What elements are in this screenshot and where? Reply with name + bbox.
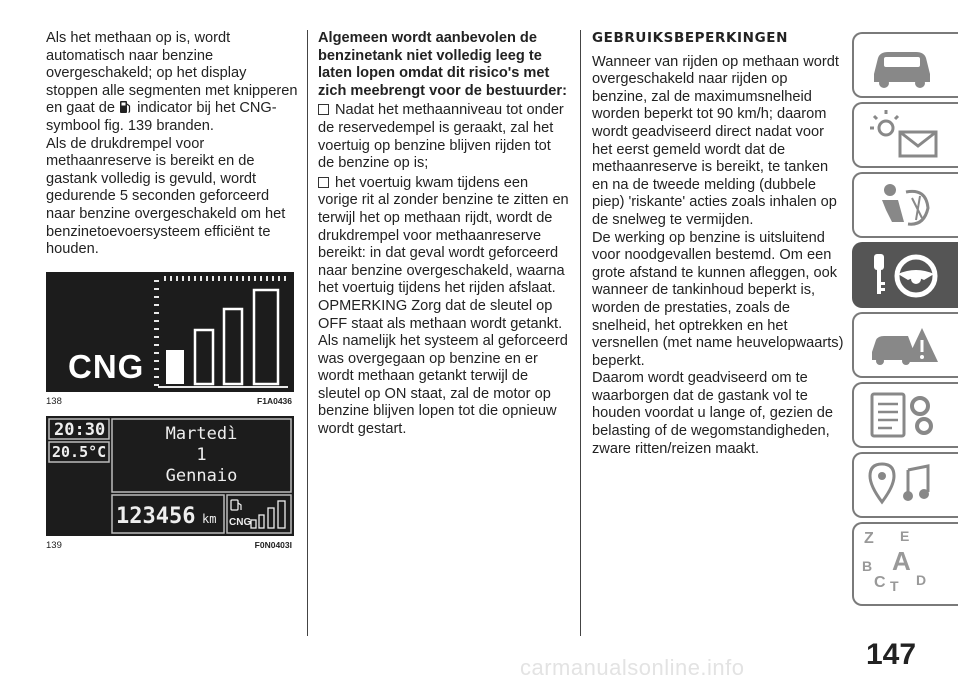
cng-small-label: CNG [229,517,252,528]
text-column-3 [592,30,844,458]
maintenance-list-icon [864,388,944,442]
figure-number: 139 [46,540,62,551]
paragraph-speed-limit: Wanneer van rijden op methaan wordt overgeschakeld naar rijden op benzine, zal de maximumsnelheid worden beperkt tot 90 km/h; daarom wordt geadviseerd direct nadat voor het eerst gemeld wordt dat de methaanreserve is bereikt, te tanken en na de tweede melding (dubbele piep) 'riskante' acties zoals inhalen op de snelweg te vermijden. [592,53,839,228]
tab-multimedia[interactable] [852,452,958,518]
index-letters-icon: Z E B A C T D [862,528,927,594]
bullet-item: Nadat het methaanniveau tot onder de reservedempel is geraakt, zal het voertuig op benzine blijven rijden tot de benzine op is; [318,102,564,172]
paragraph-methane-empty: Als het methaan op is, wordt automatisch naar benzine overgeschakeld; op het display stoppen alle segmenten met knipperen en gaat de indicator bij het CNG-symbool fig. 139 branden. [46,30,298,134]
bullet-square-icon [318,104,329,115]
text-column-1 [46,30,298,259]
paragraph-reserve-threshold: Als de drukdrempel voor methaanreserve is bereikt en de gastank volledig is gevuld, wordt gedurende 5 seconden geforceerd naar benzine overgeschakeld om het benzinetoevoersysteem efficiënt te houden. [46,135,286,258]
outside-temperature: 20.5°C [52,443,107,461]
figure-code: F0N0403I [254,540,292,550]
page-number: 147 [866,638,917,671]
cng-label: CNG [68,348,145,385]
section-heading: GEBRUIKSBEPERKINGEN [592,30,788,46]
figure-number: 138 [46,396,62,407]
car-icon [864,38,944,92]
tab-index[interactable] [852,522,958,606]
fuel-pump-icon [119,100,131,114]
airbag-seat-icon [864,178,944,232]
paragraph-full-tank-advice: Daarom wordt geadviseerd om te waarborgen dat de gastank vol te houden voordat u lange of, gezien de belasting of de wegomstandigheden, zware ritten/reizen maakt. [592,370,833,457]
tab-warning-lights[interactable] [852,102,958,168]
paragraph-emergency-use: De werking op benzine is uitsluitend voor noodgevallen bestemd. Om een grote afstand te kunnen afleggen, ook wanneer de tankinhoud beperkt is, worden de prestaties, zoals de snelheid, het optrekken en het versnellen (met name heuvelopwaarts) beperkt. [592,229,844,369]
text-column-2 [318,30,570,439]
key-steering-wheel-icon [864,248,944,302]
music-navigation-icon [864,458,944,512]
column-divider [580,30,581,636]
bullet-item: het voertuig kwam tijdens een vorige rit al zonder benzine te zitten en terwijl het op methaan rijdt, wordt de drukdrempel voor methaanreserve bereikt: in dat geval wordt geforceerd naar benzine overgeschakeld, waarna het voertuig tijdens het rijden afslaat. [318,174,569,297]
clock-time: 20:30 [54,420,106,440]
day-number: 1 [196,445,207,465]
tab-emergency[interactable] [852,312,958,378]
fuel-pump-icon [231,500,241,510]
day-name: Martedì [165,424,238,444]
tab-maintenance[interactable] [852,382,958,448]
month-name: Gennaio [165,466,238,486]
watermark: carmanualsonline.info [520,655,745,680]
column-divider [307,30,308,636]
bullet-square-icon [318,177,329,188]
note-paragraph: OPMERKING Zorg dat de sleutel op OFF staat als methaan wordt getankt. Als namelijk het systeem al geforceerd was overgegaan op benzine en er wordt methaan getankt terwijl de sleutel op ON staat, zal de motor op benzine blijven lopen tot die opnieuw wordt gestart. [318,297,568,438]
car-accident-icon [864,318,944,372]
tab-safety[interactable] [852,172,958,238]
figure-138-cng-gauge [46,272,294,392]
figure-139-display [46,416,294,536]
warning-lights-icon [864,108,944,162]
tab-car[interactable] [852,32,958,98]
figure-code: F1A0436 [257,396,292,406]
odometer-value: 123456 [116,504,196,529]
odometer-unit: km [202,512,217,526]
tab-starting-driving[interactable] [852,242,958,308]
warning-heading: Algemeen wordt aanbevolen de benzinetank niet volledig leeg te laten lopen omdat dit risico's met zich meebrengt voor de bestuurder: [318,30,567,99]
